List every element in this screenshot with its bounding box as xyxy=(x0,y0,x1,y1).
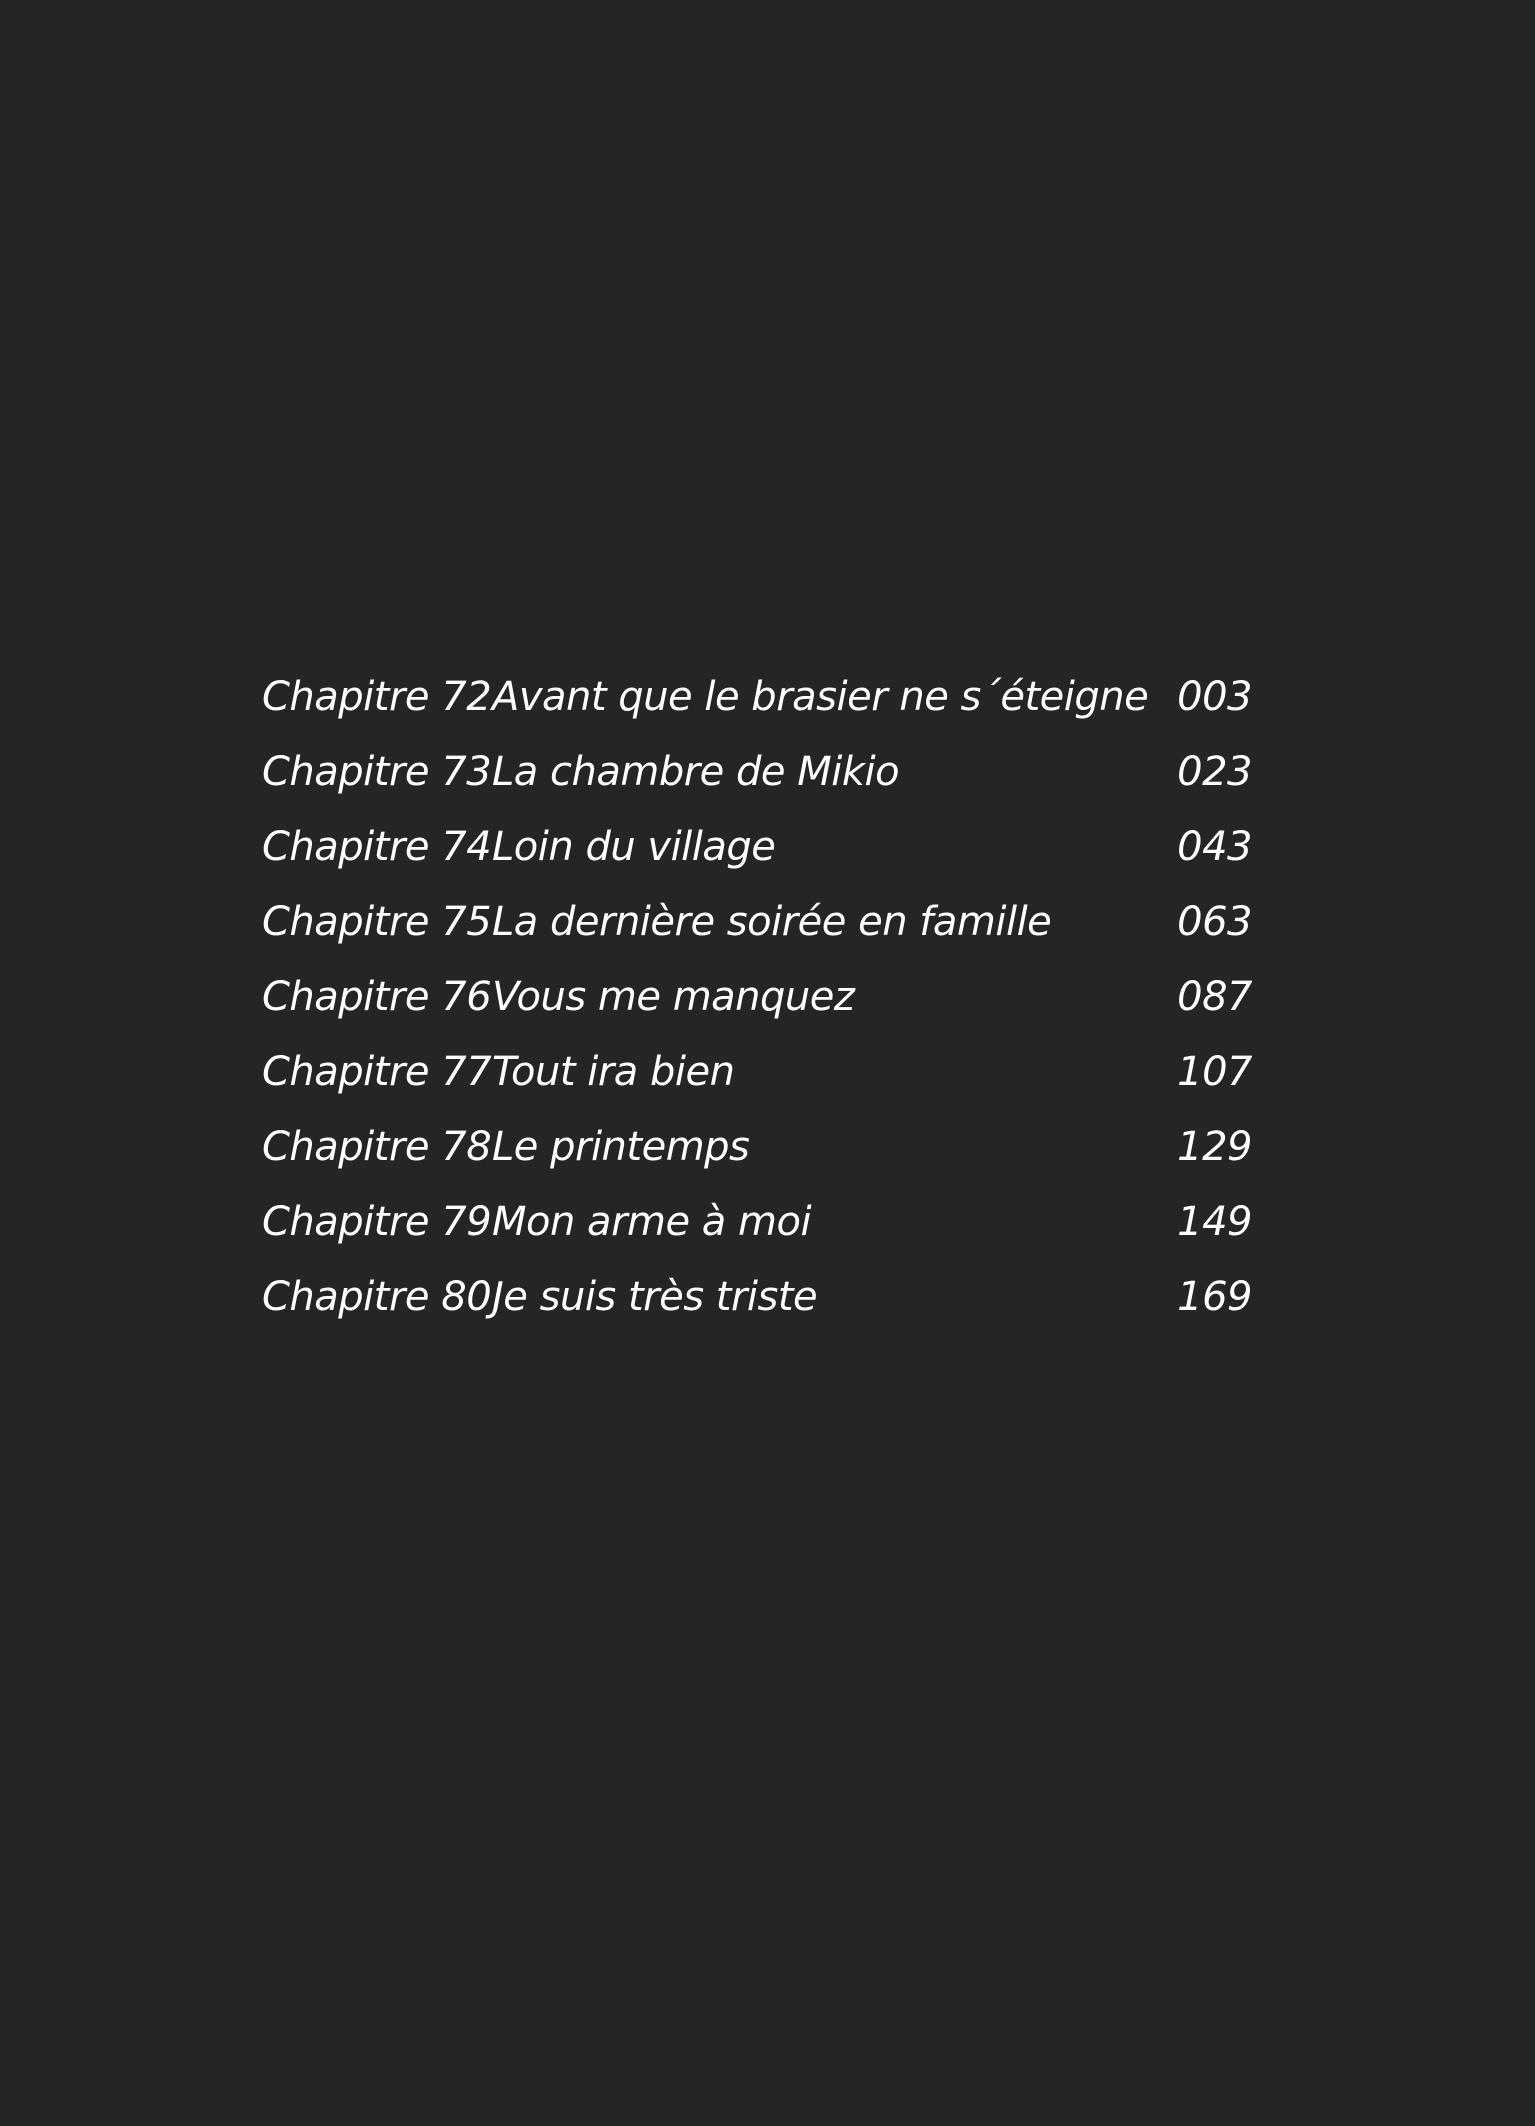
page-number: 149 xyxy=(1177,1199,1252,1245)
chapter-number: Chapitre 75 xyxy=(262,899,492,945)
chapter-title: Tout ira bien xyxy=(492,1049,735,1095)
page-number: 023 xyxy=(1177,749,1252,795)
toc-row xyxy=(262,660,1262,735)
toc-row xyxy=(262,1260,1262,1335)
page-number: 043 xyxy=(1177,824,1252,870)
page-number: 129 xyxy=(1177,1124,1252,1170)
table-of-contents xyxy=(262,660,1262,1335)
chapter-number: Chapitre 76 xyxy=(262,974,492,1020)
page-number: 169 xyxy=(1177,1274,1252,1320)
toc-row xyxy=(262,885,1262,960)
chapter-title: Le printemps xyxy=(492,1124,750,1170)
toc-row xyxy=(262,1035,1262,1110)
toc-row xyxy=(262,960,1262,1035)
page-number: 107 xyxy=(1177,1049,1252,1095)
chapter-title: Vous me manquez xyxy=(492,974,855,1020)
chapter-title: Je suis très triste xyxy=(492,1274,818,1320)
chapter-title: Avant que le brasier ne s´éteigne xyxy=(492,674,1149,720)
page-number: 087 xyxy=(1177,974,1252,1020)
chapter-number: Chapitre 74 xyxy=(262,824,492,870)
chapter-number: Chapitre 72 xyxy=(262,674,492,720)
chapter-title: Mon arme à moi xyxy=(492,1199,812,1245)
page-number: 003 xyxy=(1177,674,1252,720)
chapter-title: La chambre de Mikio xyxy=(492,749,900,795)
chapter-number: Chapitre 77 xyxy=(262,1049,492,1095)
page-number: 063 xyxy=(1177,899,1252,945)
toc-row xyxy=(262,735,1262,810)
chapter-title: La dernière soirée en famille xyxy=(492,899,1052,945)
toc-row xyxy=(262,810,1262,885)
chapter-number: Chapitre 73 xyxy=(262,749,492,795)
chapter-title: Loin du village xyxy=(492,824,776,870)
chapter-number: Chapitre 79 xyxy=(262,1199,492,1245)
chapter-number: Chapitre 80 xyxy=(262,1274,492,1320)
toc-row xyxy=(262,1110,1262,1185)
toc-row xyxy=(262,1185,1262,1260)
chapter-number: Chapitre 78 xyxy=(262,1124,492,1170)
